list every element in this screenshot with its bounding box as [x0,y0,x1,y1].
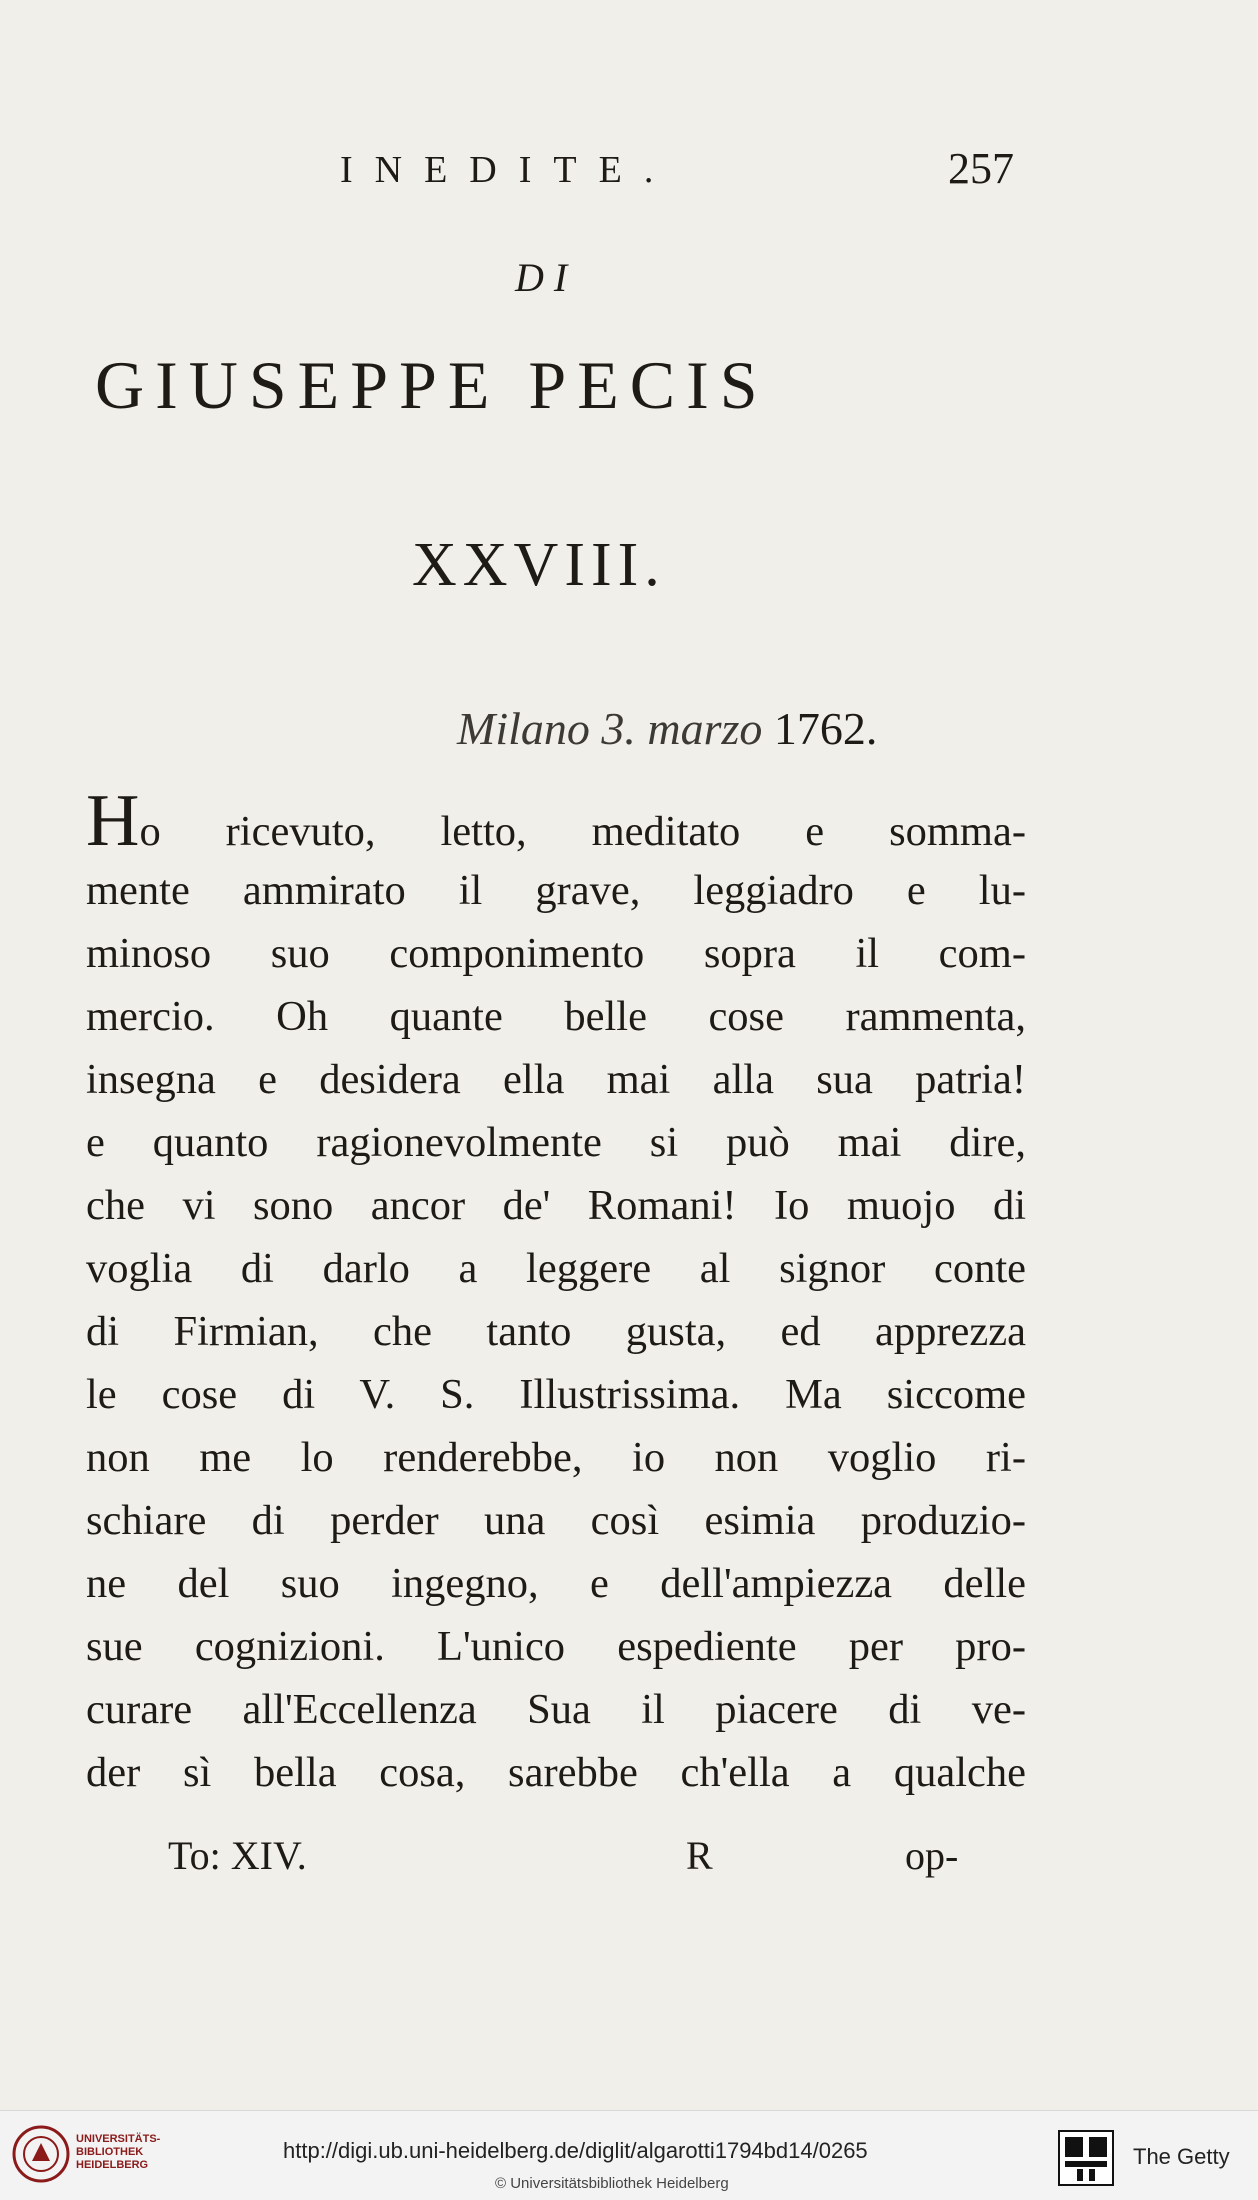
page-number: 257 [948,144,1014,193]
catchword: op- [905,1833,959,1878]
body-line: der sì bella cosa, sarebbe ch'ella a qualche [86,1749,1026,1796]
getty-label: The Getty [1133,2144,1230,2169]
dateline [457,702,877,755]
running-head: INEDITE. [340,149,676,191]
body-line: Ho ricevuto, letto, meditato e somma- [86,780,1026,862]
copyright-notice: © Universitätsbibliothek Heidelberg [495,2175,729,2192]
signature-mark: R [686,1833,713,1878]
body-line: voglia di darlo a leggere al signor conte [86,1245,1026,1292]
body-line: insegna e desidera ella mai alla sua patria! [86,1056,1026,1103]
title-di: DI [515,255,578,300]
body-line: ne del suo ingegno, e dell'ampiezza delle [86,1560,1026,1607]
letter-number: XXVIII. [412,531,666,599]
body-line: mercio. Oh quante belle cose rammenta, [86,993,1026,1040]
getty-logo-icon [1057,2129,1115,2187]
university-logo-text: UNIVERSITÄTS- BIBLIOTHEK HEIDELBERG [76,2133,161,2171]
dateline-place: Milano 3. marzo [457,703,763,754]
drop-cap: H [86,780,140,862]
body-line: e quanto ragionevolmente si può mai dire, [86,1119,1026,1166]
body-line: mente ammirato il grave, leggiadro e lu- [86,867,1026,914]
body-line: le cose di V. S. Illustrissima. Ma siccome [86,1371,1026,1418]
body-line: che vi sono ancor de' Romani! Io muojo di [86,1182,1026,1229]
body-line: sue cognizioni. L'unico espediente per pro- [86,1623,1026,1670]
body-line: di Firmian, che tanto gusta, ed apprezza [86,1308,1026,1355]
viewer-footer-bar [0,2110,1258,2200]
volume-mark: To: XIV. [168,1833,307,1878]
letter-body [86,780,1026,1804]
body-line: minoso suo componimento sopra il com- [86,930,1026,977]
permalink-url[interactable]: http://digi.ub.uni-heidelberg.de/diglit/algarotti1794bd14/0265 [283,2138,868,2163]
body-line: non me lo renderebbe, io non voglio ri- [86,1434,1026,1481]
body-line: schiare di perder una così esimia produzio- [86,1497,1026,1544]
university-seal-icon [12,2125,70,2183]
dateline-year: 1762. [773,703,878,754]
body-line: curare all'Eccellenza Sua il piacere di ve- [86,1686,1026,1733]
author-name: GIUSEPPE PECIS [95,347,769,423]
